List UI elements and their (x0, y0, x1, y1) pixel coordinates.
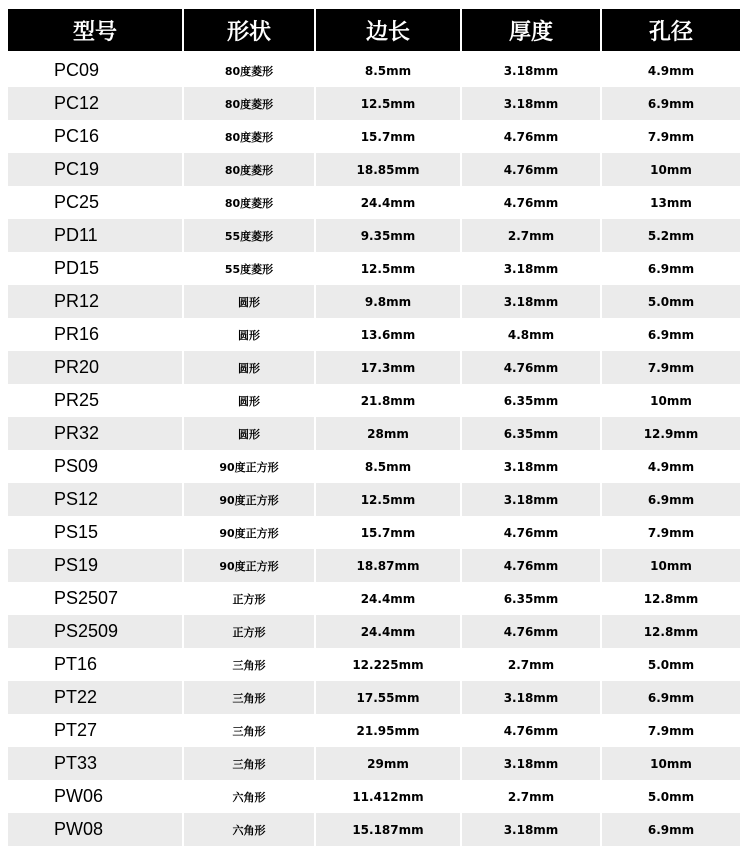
cell-model: PD15 (8, 252, 184, 285)
table-row (8, 615, 740, 648)
table-row (8, 747, 740, 780)
cell-model: PW08 (8, 813, 184, 846)
cell-hole-diameter: 6.9mm (602, 483, 740, 516)
cell-edge-length: 17.55mm (316, 681, 462, 714)
cell-shape: 圆形 (184, 384, 316, 417)
cell-shape: 三角形 (184, 681, 316, 714)
cell-hole-diameter: 7.9mm (602, 714, 740, 747)
cell-hole-diameter: 6.9mm (602, 318, 740, 351)
cell-shape: 正方形 (184, 582, 316, 615)
cell-thickness: 6.35mm (462, 417, 602, 450)
cell-shape: 圆形 (184, 285, 316, 318)
table-row (8, 351, 740, 384)
table-row (8, 219, 740, 252)
cell-shape: 90度正方形 (184, 450, 316, 483)
cell-thickness: 3.18mm (462, 450, 602, 483)
cell-shape: 圆形 (184, 417, 316, 450)
cell-model: PC09 (8, 54, 184, 87)
cell-shape: 55度菱形 (184, 219, 316, 252)
cell-shape: 三角形 (184, 747, 316, 780)
cell-model: PD11 (8, 219, 184, 252)
cell-model: PT16 (8, 648, 184, 681)
cell-shape: 80度菱形 (184, 87, 316, 120)
cell-model: PW06 (8, 780, 184, 813)
table-row (8, 54, 740, 87)
cell-shape: 圆形 (184, 318, 316, 351)
cell-thickness: 2.7mm (462, 219, 602, 252)
header-model: 型号 (8, 9, 184, 54)
cell-edge-length: 24.4mm (316, 582, 462, 615)
table-row (8, 681, 740, 714)
cell-model: PR12 (8, 285, 184, 318)
cell-shape: 三角形 (184, 648, 316, 681)
cell-model: PS2507 (8, 582, 184, 615)
table-row (8, 813, 740, 846)
cell-hole-diameter: 5.0mm (602, 780, 740, 813)
cell-thickness: 4.76mm (462, 615, 602, 648)
cell-hole-diameter: 4.9mm (602, 54, 740, 87)
cell-edge-length: 18.87mm (316, 549, 462, 582)
cell-thickness: 3.18mm (462, 285, 602, 318)
cell-model: PC25 (8, 186, 184, 219)
cell-edge-length: 15.7mm (316, 516, 462, 549)
cell-edge-length: 12.5mm (316, 252, 462, 285)
cell-thickness: 4.76mm (462, 549, 602, 582)
cell-shape: 80度菱形 (184, 120, 316, 153)
cell-thickness: 4.8mm (462, 318, 602, 351)
cell-thickness: 4.76mm (462, 351, 602, 384)
cell-shape: 80度菱形 (184, 54, 316, 87)
cell-hole-diameter: 4.9mm (602, 450, 740, 483)
cell-model: PC12 (8, 87, 184, 120)
cell-model: PR20 (8, 351, 184, 384)
cell-edge-length: 18.85mm (316, 153, 462, 186)
cell-shape: 80度菱形 (184, 153, 316, 186)
cell-edge-length: 21.95mm (316, 714, 462, 747)
cell-edge-length: 13.6mm (316, 318, 462, 351)
cell-hole-diameter: 7.9mm (602, 516, 740, 549)
cell-hole-diameter: 5.0mm (602, 648, 740, 681)
table-row (8, 714, 740, 747)
cell-model: PR16 (8, 318, 184, 351)
table-row (8, 318, 740, 351)
cell-edge-length: 24.4mm (316, 615, 462, 648)
table-row (8, 285, 740, 318)
cell-edge-length: 15.187mm (316, 813, 462, 846)
cell-hole-diameter: 5.0mm (602, 285, 740, 318)
cell-hole-diameter: 6.9mm (602, 813, 740, 846)
header-thickness: 厚度 (462, 9, 602, 54)
cell-hole-diameter: 7.9mm (602, 120, 740, 153)
cell-edge-length: 8.5mm (316, 54, 462, 87)
cell-thickness: 3.18mm (462, 747, 602, 780)
table-row (8, 648, 740, 681)
table-row (8, 120, 740, 153)
cell-model: PS2509 (8, 615, 184, 648)
cell-thickness: 3.18mm (462, 252, 602, 285)
cell-shape: 80度菱形 (184, 186, 316, 219)
cell-hole-diameter: 13mm (602, 186, 740, 219)
table-row (8, 384, 740, 417)
table-row (8, 582, 740, 615)
cell-hole-diameter: 5.2mm (602, 219, 740, 252)
cell-thickness: 2.7mm (462, 780, 602, 813)
cell-model: PR32 (8, 417, 184, 450)
header-edge-length: 边长 (316, 9, 462, 54)
cell-thickness: 4.76mm (462, 153, 602, 186)
cell-edge-length: 9.8mm (316, 285, 462, 318)
table-row (8, 516, 740, 549)
cell-shape: 六角形 (184, 813, 316, 846)
header-hole-diameter: 孔径 (602, 9, 740, 54)
cell-thickness: 4.76mm (462, 714, 602, 747)
cell-shape: 90度正方形 (184, 549, 316, 582)
cell-hole-diameter: 7.9mm (602, 351, 740, 384)
cell-edge-length: 28mm (316, 417, 462, 450)
cell-shape: 55度菱形 (184, 252, 316, 285)
cell-model: PC19 (8, 153, 184, 186)
cell-hole-diameter: 6.9mm (602, 252, 740, 285)
cell-model: PR25 (8, 384, 184, 417)
table-row (8, 153, 740, 186)
cell-edge-length: 21.8mm (316, 384, 462, 417)
cell-shape: 六角形 (184, 780, 316, 813)
table-row (8, 417, 740, 450)
cell-model: PS15 (8, 516, 184, 549)
cell-thickness: 3.18mm (462, 54, 602, 87)
cell-model: PS19 (8, 549, 184, 582)
cell-thickness: 3.18mm (462, 483, 602, 516)
cell-model: PS09 (8, 450, 184, 483)
cell-hole-diameter: 6.9mm (602, 87, 740, 120)
cell-hole-diameter: 10mm (602, 549, 740, 582)
cell-hole-diameter: 12.8mm (602, 615, 740, 648)
cell-model: PT22 (8, 681, 184, 714)
table-row (8, 549, 740, 582)
table-row (8, 252, 740, 285)
cell-edge-length: 15.7mm (316, 120, 462, 153)
cell-model: PC16 (8, 120, 184, 153)
cell-hole-diameter: 10mm (602, 384, 740, 417)
cell-hole-diameter: 12.8mm (602, 582, 740, 615)
cell-edge-length: 29mm (316, 747, 462, 780)
cell-edge-length: 12.225mm (316, 648, 462, 681)
table-row (8, 87, 740, 120)
cell-edge-length: 11.412mm (316, 780, 462, 813)
cell-shape: 三角形 (184, 714, 316, 747)
cell-hole-diameter: 12.9mm (602, 417, 740, 450)
header-shape: 形状 (184, 9, 316, 54)
table-body (8, 54, 740, 846)
table-row (8, 780, 740, 813)
cell-edge-length: 24.4mm (316, 186, 462, 219)
cell-hole-diameter: 10mm (602, 747, 740, 780)
cell-shape: 圆形 (184, 351, 316, 384)
table-row (8, 186, 740, 219)
cell-edge-length: 12.5mm (316, 483, 462, 516)
cell-thickness: 4.76mm (462, 186, 602, 219)
cell-shape: 90度正方形 (184, 516, 316, 549)
cell-edge-length: 12.5mm (316, 87, 462, 120)
cell-shape: 90度正方形 (184, 483, 316, 516)
cell-thickness: 6.35mm (462, 582, 602, 615)
table-header (8, 9, 740, 54)
cell-thickness: 6.35mm (462, 384, 602, 417)
cell-edge-length: 8.5mm (316, 450, 462, 483)
cell-thickness: 3.18mm (462, 813, 602, 846)
cell-edge-length: 17.3mm (316, 351, 462, 384)
table-row (8, 450, 740, 483)
cell-shape: 正方形 (184, 615, 316, 648)
cell-thickness: 3.18mm (462, 87, 602, 120)
table-row (8, 483, 740, 516)
cell-model: PT33 (8, 747, 184, 780)
spec-table (8, 9, 740, 846)
cell-thickness: 3.18mm (462, 681, 602, 714)
cell-hole-diameter: 10mm (602, 153, 740, 186)
header-row (8, 9, 740, 54)
cell-thickness: 4.76mm (462, 120, 602, 153)
cell-hole-diameter: 6.9mm (602, 681, 740, 714)
cell-model: PT27 (8, 714, 184, 747)
cell-thickness: 2.7mm (462, 648, 602, 681)
cell-thickness: 4.76mm (462, 516, 602, 549)
cell-model: PS12 (8, 483, 184, 516)
cell-edge-length: 9.35mm (316, 219, 462, 252)
